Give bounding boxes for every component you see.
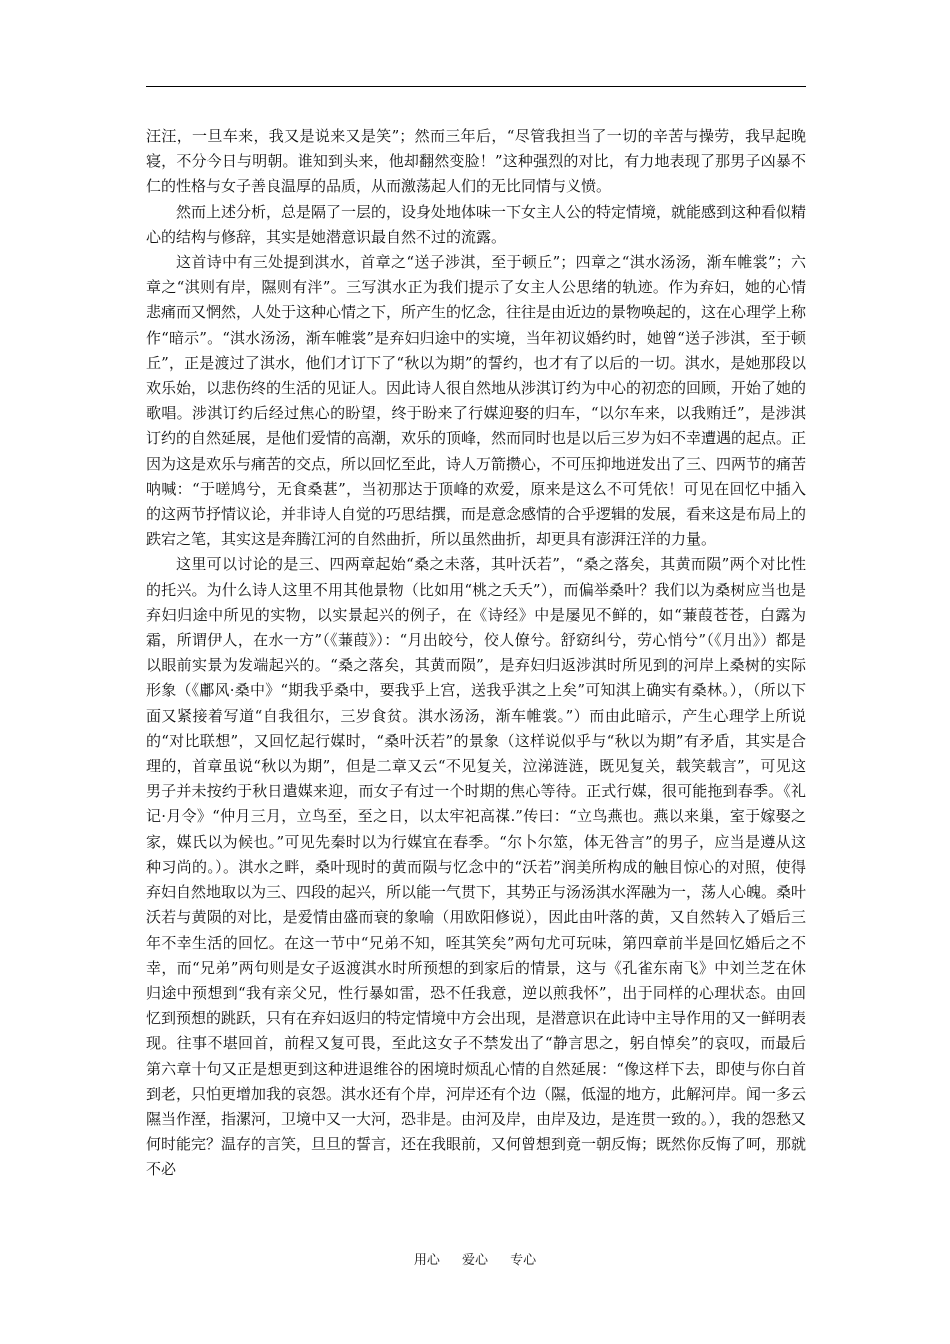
page-footer bbox=[0, 1249, 950, 1268]
paragraph-3: 这首诗中有三处提到淇水，首章之“送子涉淇，至于顿丘”；四章之“淇水汤汤，渐车帷裳”；六章之“淇则有岸，隰则有泮”。三写淇水正为我们提示了女主人公思绪的轨迹。作为弃妇，她的心情悲痛而又惘然，人处于这种心情之下，所产生的忆念，往往是由近边的景物唤起的，这在心理学上称作“暗示”。“淇水汤汤，渐车帷裳”是弃妇归途中的实境，当年初议婚约时，她曾“送子涉淇，至于顿丘”，正是渡过了淇水，他们才订下了“秋以为期”的誓约，也才有了以后的一切。淇水，是她那段以欢乐始，以悲伤终的生活的见证人。因此诗人很自然地从涉淇订约为中心的初恋的回顾，开始了她的歌唱。涉淇订约后经过焦心的盼望，终于盼来了行媒迎娶的归车，“以尔车来，以我贿迁”，是涉淇订约的自然延展，是他们爱情的高潮，欢乐的顶峰，然而同时也是以后三岁为妇不幸遭遇的起点。正因为这是欢乐与痛苦的交点，所以回忆至此，诗人万箭攒心，不可压抑地迸发出了三、四两节的痛苦呐喊：“于嗟鸠兮，无食桑葚”，当初那达于顶峰的欢爱，原来是这么不可凭依！可见在回忆中插入的这两节抒情议论，并非诗人自觉的巧思结撰，而是意念感情的合乎逻辑的发展，看来这是布局上的跌宕之笔，其实这是奔腾江河的自然曲折，所以虽然曲折，却更具有澎湃汪洋的力量。 bbox=[146, 253, 807, 549]
paragraph-4: 这里可以讨论的是三、四两章起始“桑之未落，其叶沃若”，“桑之落矣，其黄而陨”两个对比性的托兴。为什么诗人这里不用其他景物（比如用“桃之夭夭”），而偏举桑叶？我们以为桑树应当也是弃妇归途中所见的实物，以实景起兴的例子，在《诗经》中是屡见不鲜的，如“蒹葭苍苍，白露为霜，所谓伊人，在水一方”（《蒹葭》）：“月出皎兮，佼人僚兮。舒窈纠兮，劳心悄兮”（《月出》）都是以眼前实景为发端起兴的。“桑之落矣，其黄而陨”，是弃妇归返涉淇时所见到的河岸上桑树的实际形象（《鄘风·桑中》“期我乎桑中，要我乎上宫，送我乎淇之上矣”可知淇上确实有桑林。），（所以下面又紧接着写道“自我徂尔，三岁食贫。淇水汤汤，渐车帷裳。”）而由此暗示，产生心理学上所说的“对比联想”，又回忆起行媒时，“桑叶沃若”的景象（这样说似乎与“秋以为期”有矛盾，其实是合理的，首章虽说“秋以为期”，但是二章又云“不见复关，泣涕涟涟，既见复关，载笑载言”，可见这男子并未按约于秋日遣媒来迎，而女子有过一个时期的焦心等待。正式行媒，很可能拖到春季。《礼记·月令》“仲月三月，立鸟至，至之日，以太牢祀高禖.”传曰：“立鸟燕也。燕以来巢，室于嫁娶之家，媒氏以为候也。”可见先秦时以为行媒宜在春季。“尔卜尔筮，体无咎言”的男子，应当是遵从这种习尚的。）。淇水之畔，桑叶现时的黄而陨与忆念中的“沃若”润美所构成的触目惊心的对照，使得弃妇自然地取以为三、四段的起兴，所以能一气贯下，其势正与汤汤淇水浑融为一，荡人心魄。桑叶沃若与黄陨的对比，是爱情由盛而衰的象喻（用欧阳修说），因此由叶落的黄，又自然转入了婚后三年不幸生活的回忆。在这一节中“兄弟不知，咥其笑矣”两句尤可玩味，第四章前半是回忆婚后之不幸，而“兄弟”两句则是女子返渡淇水时所预想的到家后的情景，这与《孔雀东南飞》中刘兰芝在休归途中预想到“我有亲父兄，性行暴如雷，恐不任我意，逆以煎我怀”，出于同样的心理状态。由回忆到预想的跳跃，只有在弃妇返归的特定情境中方会出现，是潜意识在此诗中主导作用的又一鲜明表现。往事不堪回首，前程又复可畏，至此这女子不禁发出了“静言思之，躬自悼矣”的哀叹，而最后第六章十句又正是想更到这种进退维谷的困境时烦乱心情的自然延展：“像这样下去，即使与你白首到老，只怕更增加我的哀怨。淇水还有个岸，河岸还有个边（隰，低湿的地方，此解河岸。闻一多云隰当作溼，指漯河，卫境中又一大河，恐非是。由河及岸，由岸及边，是连贯一致的。），我的怨愁又何时能完？温存的言笑，旦旦的誓言，还在我眼前，又何曾想到竟一朝反悔；既然你反悔了呵，那就不必 bbox=[146, 555, 807, 1179]
footer-left: 用心 bbox=[413, 1253, 440, 1268]
footer-right: 专心 bbox=[510, 1253, 537, 1268]
paragraph-2: 然而上述分析，总是隔了一层的，设身处地体味一下女主人公的特定情境，就能感到这种看似精心的结构与修辞，其实是她潜意识最自然不过的流露。 bbox=[146, 202, 807, 246]
header-rule bbox=[146, 86, 806, 87]
paragraph-1: 汪汪，一旦车来，我又是说来又是笑”；然而三年后，“尽管我担当了一切的辛苦与操劳，我早起晚寝，不分今日与明朝。谁知到头来，他却翻然变脸！”这种强烈的对比，有力地表现了那男子凶暴不仁的性格与女子善良温厚的品质，从而激荡起人们的无比同情与义愤。 bbox=[146, 127, 806, 196]
footer-middle: 爱心 bbox=[461, 1253, 488, 1268]
article-body bbox=[146, 124, 806, 1183]
